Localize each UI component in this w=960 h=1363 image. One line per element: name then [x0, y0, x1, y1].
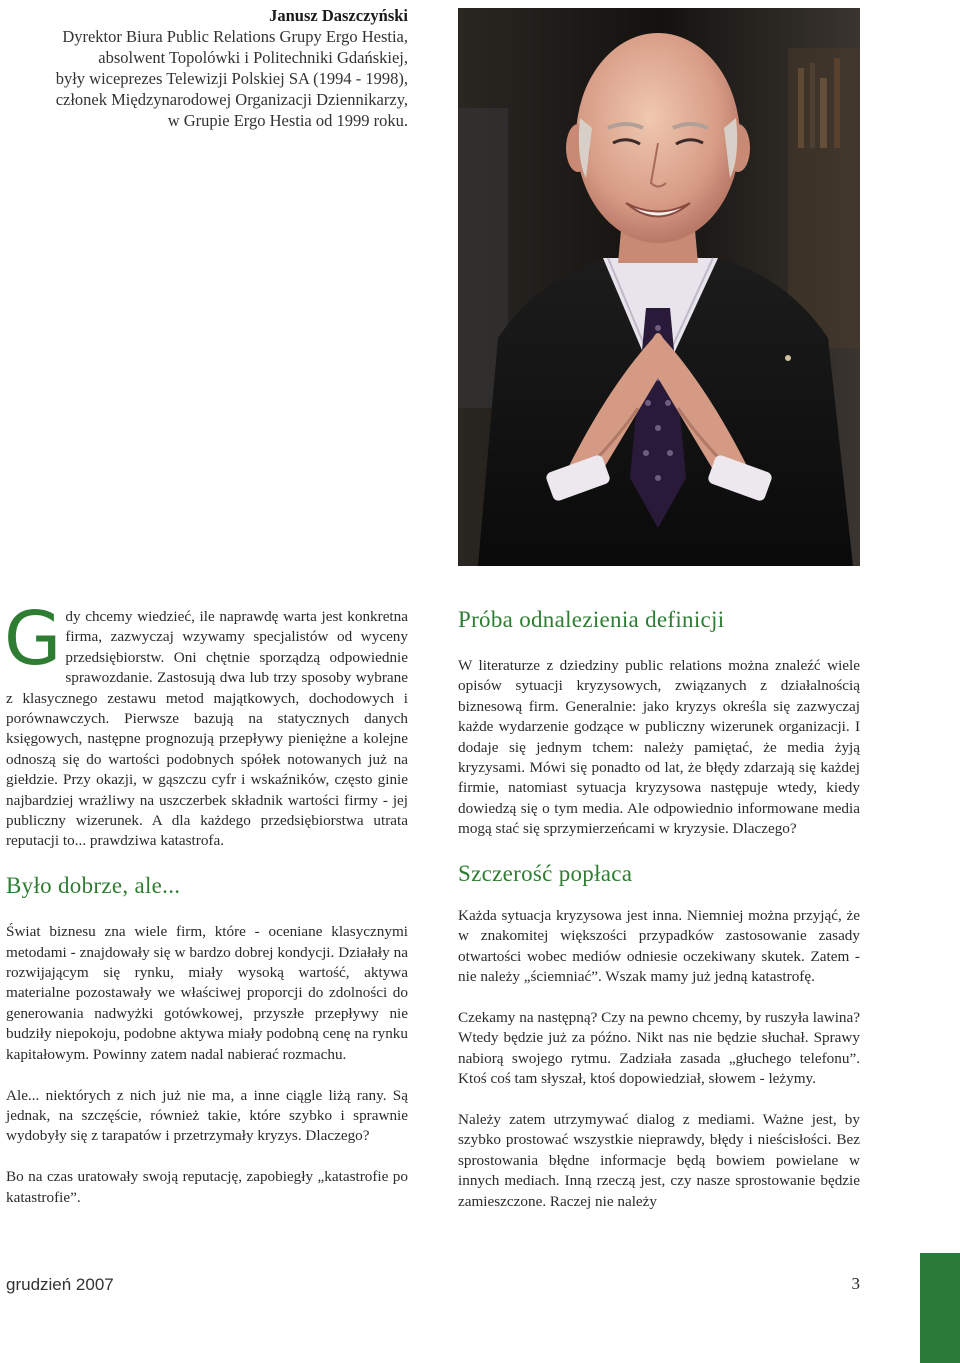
paragraph: Czekamy na następną? Czy na pewno chcemy, by ruszyła lawina? Wtedy będzie już za późno. Nikt nas nie będzie słuchał. Sprawy nabiorą swojego rytmu. Zadziała zasada „głuchego telefonu”. Ktoś coś tam słyszał, ktoś dopowiedział, słowem - leżymy. [458, 1009, 860, 1088]
left-column [4, 596, 408, 1228]
paragraph: W literaturze z dziedziny public relations można znaleźć wiele opisów sytuacji kryzysowych, związanych z działalnością biznesową firm. Generalnie: jako kryzys określa się zazwyczaj każde wydarzenie godzące w publiczny wizerunek organizacji. I dodaje się jednym tchem: należy pamiętać, że media żyją kryzysami. Mówi się ponadto od lat, że błędy zdarzają się każdej firmie, natomiast sytuacja kryzysowa następuje wtedy, kiedy dowiedzą się o tym media. Ale odpowiednio informowane media mogą stać się sprzymierzeńcami w kryzysie. Dlaczego? [458, 657, 860, 838]
bio-line: w Grupie Ergo Hestia od 1999 roku. [167, 111, 408, 130]
section-heading: Było dobrze, ale... [6, 873, 181, 899]
right-column [458, 607, 860, 1233]
bio-line: były wiceprezes Telewizji Polskiej SA (1994 - 1998), [55, 69, 408, 88]
portrait-illustration [458, 8, 860, 566]
drop-cap: G [4, 596, 62, 682]
section-heading: Szczerość popłaca [458, 861, 633, 887]
intro-text: dy chcemy wiedzieć, ile naprawdę warta jest konkretna firma, zazwyczaj wzywamy specjalistów od wyceny przedsiębiorstw. Oni chętnie sporządzą odpowiednie sprawozdanie. Zastosują dwa lub trzy sposoby wybrane z klasycznego zestawu metod majątkowych, dochodowych i porównawczych. Pierwsze bazują na statycznych danych księgowych, następne prognozują przepływy pieniężne a kolejne odnoszą się do wartości podobnych spółek notowanych już na giełdzie. Przy okazji, w gąszczu cyfr i wskaźników, często ginie najbardziej wrażliwy na uszczerbek składnik wartości firmy - jej publiczny wizerunek. A dla każdego przedsiębiorstwa utrata reputacji to... prawdziwa katastrofa. [6, 608, 408, 850]
paragraph: Świat biznesu zna wiele firm, które - oceniane klasycznymi metodami - znajdowały się w bardzo dobrej kondycji. Działały na rozwijającym się rynku, miały wysoką wartość, aktywa materialne pozostawały we właściwej proporcji do zdolności do generowania nadwyżki gotówkowej, przyszłe przepływy nie budziły niepokoju, podobne aktywa miały podobną cenę na rynku kapitałowym. Powinny zatem nadal nabierać rozmachu. [6, 923, 408, 1063]
page-number: 3 [851, 1274, 860, 1293]
paragraph: Ale... niektórych z nich już nie ma, a inne ciągle liżą rany. Są jednak, na szczęście, również takie, które szybko i sprawnie wydobyły się z tarapatów i przetrzymały kryzys. Dlaczego? [6, 1086, 408, 1145]
page-accent-bar [920, 1253, 960, 1363]
author-bio [20, 5, 408, 131]
author-name: Janusz Daszczyński [269, 6, 408, 25]
section-heading: Próba odnalezienia definicji [458, 607, 725, 632]
intro-paragraph [4, 596, 408, 852]
author-portrait-photo [458, 8, 860, 566]
bio-line: członek Międzynarodowej Organizacji Dziennikarzy, [55, 90, 408, 109]
paragraph: Każda sytuacja kryzysowa jest inna. Niemniej można przyjąć, że w znakomitej większości przypadków zastosowanie zasady otwartości wobec mediów odniesie oczekiwany skutek. Zatem - nie należy „ściemniać”. Wszak mamy już jedną katastrofę. [458, 907, 860, 986]
paragraph: Należy zatem utrzymywać dialog z mediami. Ważne jest, by szybko prostować wszystkie nieprawdy, błędy i nieścisłości. Bez sprostowania błędne informacje będą bowiem powielane w innych mediach. Inną rzeczą jest, czy nasze sprostowanie będzie zamieszczone. Raczej nie należy [458, 1111, 860, 1210]
bio-line: absolwent Topolówki i Politechniki Gdańskiej, [98, 48, 408, 67]
bio-line: Dyrektor Biura Public Relations Grupy Ergo Hestia, [62, 27, 408, 46]
paragraph: Bo na czas uratowały swoją reputację, zapobiegły „katastrofie po katastrofie”. [6, 1168, 408, 1206]
issue-date: grudzień 2007 [6, 1275, 114, 1294]
